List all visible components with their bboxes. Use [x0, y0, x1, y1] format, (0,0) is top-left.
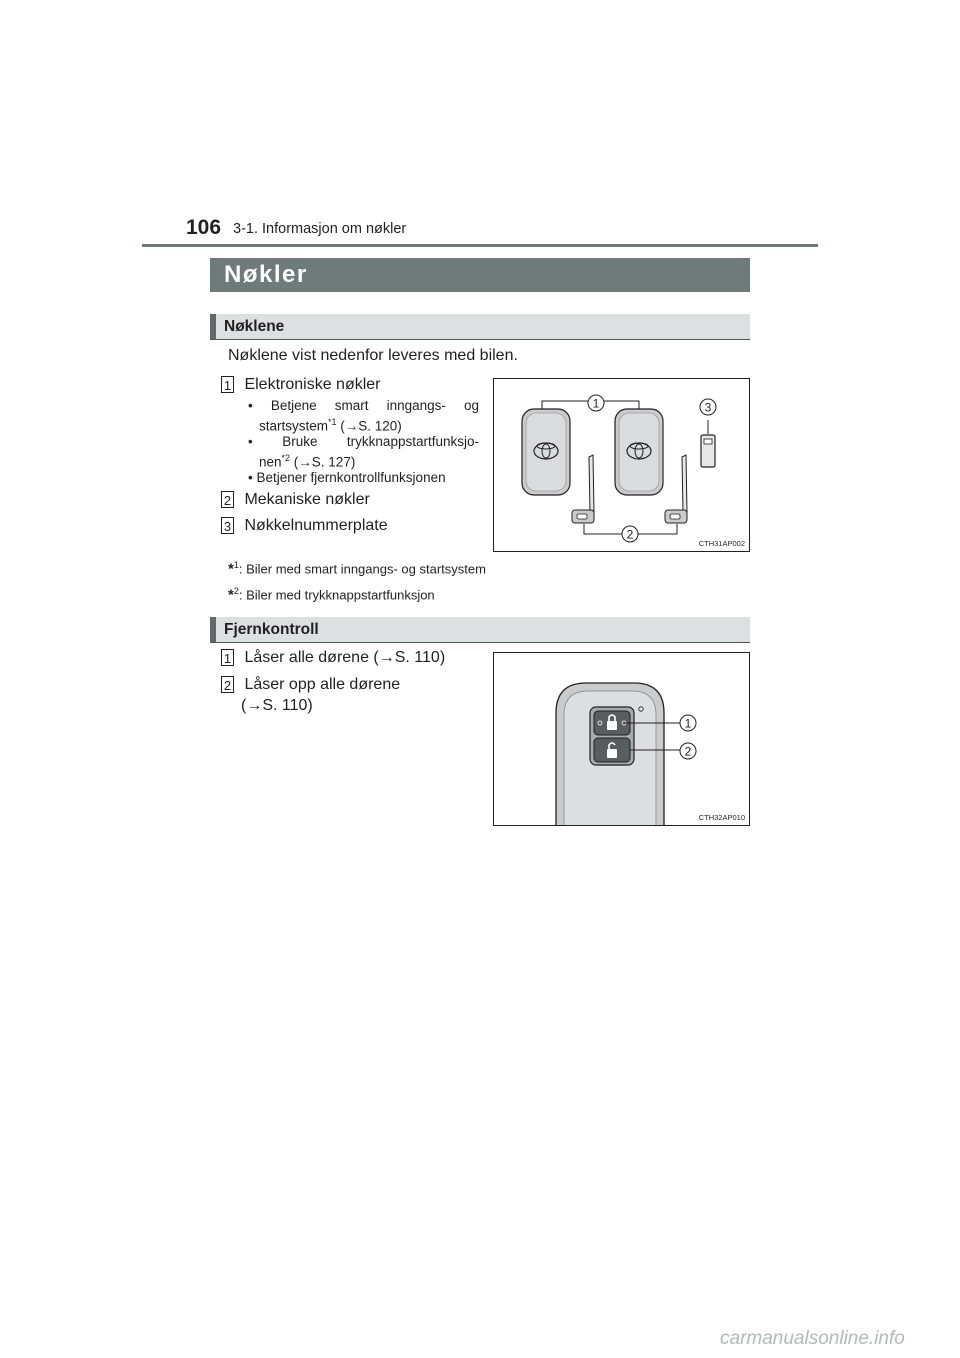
- subsection-title: Fjernkontroll: [224, 621, 319, 638]
- subsection-heading-remote: [210, 617, 750, 643]
- list-item: [221, 649, 445, 667]
- mechanical-key-illustration: [665, 455, 687, 523]
- svg-text:3: 3: [704, 400, 712, 415]
- item-label: Nøkkelnummerplate: [244, 517, 388, 534]
- footnote: *$^1$: Biler med smart inngangs- og startsystem: [228, 560, 486, 578]
- intro-text: Nøklene vist nedenfor leveres med bilen.: [228, 347, 518, 364]
- item-label-continued: (→S. 110): [241, 697, 313, 714]
- callout-2: [622, 526, 638, 542]
- item-label: Låser alle dørene (→S. 110): [244, 649, 446, 666]
- remote-illustration: [494, 653, 749, 825]
- item-label: Elektroniske nøkler: [244, 376, 381, 393]
- subsection-title: Nøklene: [224, 318, 285, 335]
- svg-text:1: 1: [592, 396, 600, 411]
- key-number-plate-illustration: [701, 435, 715, 467]
- subsection-heading-keys: [210, 314, 750, 340]
- keys-illustration: [494, 379, 749, 551]
- item-number: 2: [221, 491, 234, 508]
- figure-code: CTH32AP010: [698, 813, 745, 822]
- key-fob-illustration: [615, 409, 663, 495]
- item-number: 1: [221, 649, 234, 666]
- item-number: 1: [221, 376, 234, 393]
- keys-figure: [493, 378, 750, 552]
- list-item: [221, 376, 381, 394]
- item-label: Låser opp alle dørene: [244, 676, 401, 693]
- footnote: *$^2$: Biler med trykknappstartfunksjon: [228, 586, 435, 604]
- section-title-bar: [210, 258, 750, 292]
- watermark: carmanualsonline.info: [720, 1328, 905, 1349]
- bullet-item: • Betjener fjernkontrollfunksjonen: [248, 470, 446, 485]
- item-number: 3: [221, 517, 234, 534]
- list-item: [221, 491, 370, 509]
- list-item: [221, 676, 400, 694]
- svg-text:2: 2: [684, 744, 692, 759]
- chapter-title: 3-1. Informasjon om nøkler: [233, 221, 407, 237]
- svg-text:2: 2: [626, 527, 634, 542]
- remote-figure: [493, 652, 750, 826]
- list-item: [221, 517, 388, 535]
- page-number: 106: [186, 216, 222, 239]
- svg-text:1: 1: [684, 716, 692, 731]
- callout-1: [680, 715, 696, 731]
- item-label: Mekaniske nøkler: [244, 491, 370, 508]
- key-fob-illustration: [522, 409, 570, 495]
- bullet-item: • Bruke trykknappstartfunksjo- nen$^{*2}$ (→S. 127): [248, 434, 479, 470]
- callout-2: [680, 743, 696, 759]
- item-number: 2: [221, 676, 234, 693]
- mechanical-key-illustration: [572, 455, 594, 523]
- bullet-item: • Betjene smart inngangs- og startsystem$^{*1}$ (→S. 120): [248, 398, 479, 434]
- page-title: Nøkler: [224, 261, 308, 288]
- callout-3: [700, 399, 716, 415]
- callout-1: [588, 395, 604, 411]
- header-rule: [142, 244, 818, 247]
- figure-code: CTH31AP002: [698, 539, 745, 548]
